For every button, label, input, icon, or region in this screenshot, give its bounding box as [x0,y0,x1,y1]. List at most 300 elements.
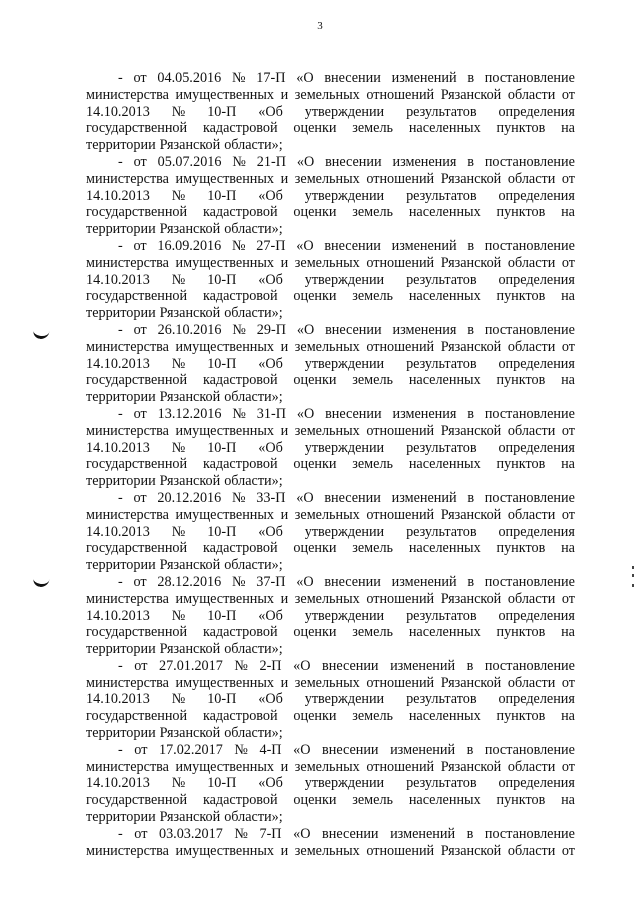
text-line [86,775,575,792]
word: постановление [484,657,575,674]
word: «Об [258,103,283,120]
word: 03.03.2017 [158,825,223,842]
word: на [561,372,575,389]
word: и [280,422,289,439]
word: области»; [224,389,283,406]
word: - [118,321,123,338]
word: имущественных [175,590,275,607]
word: государственной [86,624,188,641]
word: отношений [366,506,435,523]
word: постановление [484,573,575,590]
word: в [467,321,474,338]
word: 20.12.2016 [157,489,222,506]
list-item [86,490,575,574]
word: 29-П [256,321,286,338]
word: отношений [366,338,435,355]
word: - [118,489,123,506]
word: № [234,741,248,758]
word: утверждении [304,523,385,540]
word: земель [352,540,393,557]
word: от [561,674,575,691]
text-line [86,221,575,238]
word: населенных [408,288,481,305]
word: на [561,456,575,473]
list-item [86,154,575,238]
word: «О [293,825,311,842]
word: определения [498,187,575,204]
word: изменения [392,405,457,422]
word: государственной [86,372,188,389]
text-line [86,507,575,524]
word: 04.05.2016 [157,70,222,86]
word: от [561,842,575,859]
word: и [280,338,289,355]
word: от [133,237,147,254]
word: 10-П [207,187,237,204]
word: и [280,842,289,859]
word: министерства [86,590,169,607]
word: территории [86,221,156,238]
word: 14.10.2013 [86,439,150,456]
word: результатов [406,271,477,288]
text-line [86,540,575,557]
word: изменения [392,153,457,170]
word: и [280,674,289,691]
word: от [561,170,575,187]
word: кадастровой [202,456,278,473]
list-item [86,658,575,742]
word: области»; [224,473,283,490]
document-body [86,70,575,859]
word: № [232,405,246,422]
word: Рязанской [159,809,221,826]
word: кадастровой [202,120,278,137]
word: и [280,758,289,775]
word: на [561,204,575,221]
word: земельных [294,422,360,439]
word: области [507,170,556,187]
word: Рязанской [159,305,221,322]
text-line [86,154,575,171]
word: от [134,657,148,674]
word: населенных [408,792,481,809]
word: 21-П [256,153,286,170]
list-item [86,238,575,322]
word: № [171,607,186,624]
word: - [118,657,123,674]
word: «О [296,70,314,86]
word: Рязанской [440,506,502,523]
word: «Об [258,271,283,288]
word: 37-П [256,573,286,590]
word: оценки [293,708,337,725]
word: определения [498,103,575,120]
word: территории [86,557,156,574]
word: оценки [293,624,337,641]
word: изменений [391,237,457,254]
word: земельных [294,254,360,271]
word: области [507,254,556,271]
word: кадастровой [202,624,278,641]
word: области»; [224,305,283,322]
word: области [507,674,556,691]
word: отношений [366,422,435,439]
word: имущественных [175,338,275,355]
word: Рязанской [440,758,502,775]
word: министерства [86,842,169,859]
word: результатов [406,523,477,540]
word: 10-П [207,103,237,120]
word: определения [498,523,575,540]
word: области»; [224,557,283,574]
text-line [86,137,575,154]
word: населенных [408,120,481,137]
word: утверждении [304,187,385,204]
word: Рязанской [440,842,502,859]
word: земель [352,288,393,305]
word: населенных [408,708,481,725]
word: постановление [484,405,575,422]
word: от [561,254,575,271]
word: от [133,153,147,170]
word: утверждении [304,271,385,288]
list-item [86,742,575,826]
text-line [86,339,575,356]
word: земель [352,120,393,137]
word: области»; [224,641,283,658]
word: «Об [258,439,283,456]
word: в [467,489,475,506]
list-item [86,70,575,154]
word: кадастровой [202,204,278,221]
text-line [86,524,575,541]
word: внесении [325,321,382,338]
word: области»; [224,137,283,154]
word: № [231,237,246,254]
word: министерства [86,506,169,523]
word: на [561,540,575,557]
word: населенных [408,204,481,221]
word: министерства [86,170,169,187]
text-line [86,691,575,708]
word: 14.10.2013 [86,355,150,372]
word: «О [296,321,315,338]
word: Рязанской [159,389,221,406]
word: определения [498,775,575,792]
word: земельных [294,590,360,607]
word: государственной [86,204,188,221]
word: области»; [224,809,283,826]
word: № [171,355,186,372]
edge-dot [632,574,634,577]
word: имущественных [175,422,275,439]
word: «Об [258,775,283,792]
word: территории [86,809,156,826]
word: от [561,422,575,439]
word: 16.09.2016 [157,237,222,254]
word: результатов [406,607,477,624]
word: - [118,825,123,842]
word: «О [296,153,315,170]
word: кадастровой [202,708,278,725]
text-line [86,826,575,843]
word: утверждении [304,775,385,792]
word: от [561,86,575,103]
word: Рязанской [440,674,502,691]
word: на [561,288,575,305]
word: Рязанской [159,137,221,154]
word: Рязанской [440,254,502,271]
margin-mark [32,577,49,588]
word: от [561,506,575,523]
text-line [86,423,575,440]
word: внесении [322,825,379,842]
word: пунктов [496,120,546,137]
word: министерства [86,758,169,775]
word: утверждении [304,103,385,120]
word: «О [296,489,314,506]
word: министерства [86,254,169,271]
word: области [507,590,556,607]
word: внесении [324,70,381,86]
word: и [280,86,289,103]
word: земель [352,624,393,641]
word: 10-П [207,271,237,288]
word: 14.10.2013 [86,775,150,792]
word: 28.12.2016 [157,573,222,590]
word: земельных [294,86,360,103]
word: отношений [366,674,435,691]
word: области [507,338,556,355]
word: оценки [293,372,337,389]
word: пунктов [496,372,546,389]
word: № [171,691,186,708]
word: области [507,86,556,103]
word: № [171,103,186,120]
word: от [133,489,147,506]
list-item [86,322,575,406]
word: № [171,271,186,288]
word: № [234,657,248,674]
word: 17.02.2017 [158,741,223,758]
word: внесении [324,573,381,590]
text-line [86,120,575,137]
text-line [86,288,575,305]
word: 10-П [207,691,237,708]
word: внесении [322,657,379,674]
word: от [133,321,147,338]
word: имущественных [175,674,275,691]
word: оценки [293,204,337,221]
word: результатов [406,691,477,708]
word: области [507,506,556,523]
word: и [280,170,289,187]
word: кадастровой [202,288,278,305]
word: министерства [86,422,169,439]
word: внесении [324,237,381,254]
word: в [467,153,474,170]
word: государственной [86,708,188,725]
text-line [86,456,575,473]
word: земельных [294,338,360,355]
word: 17-П [256,70,286,86]
word: населенных [408,540,481,557]
word: постановление [484,153,575,170]
word: области»; [224,221,283,238]
word: имущественных [175,506,275,523]
word: - [118,741,123,758]
word: отношений [366,254,435,271]
word: результатов [406,103,477,120]
list-item [86,406,575,490]
word: имущественных [175,842,275,859]
word: утверждении [304,691,385,708]
word: области [507,758,556,775]
word: земельных [294,170,360,187]
word: постановление [484,825,575,842]
text-line [86,490,575,507]
text-line [86,473,575,490]
word: земельных [294,758,360,775]
word: - [118,237,123,254]
text-line [86,792,575,809]
word: пунктов [496,792,546,809]
word: пунктов [496,624,546,641]
word: пунктов [496,288,546,305]
word: области [507,842,556,859]
word: Рязанской [440,590,502,607]
word: территории [86,305,156,322]
word: «Об [258,691,283,708]
word: 14.10.2013 [86,607,150,624]
word: кадастровой [202,372,278,389]
word: 14.10.2013 [86,187,150,204]
word: определения [498,607,575,624]
word: земель [352,372,393,389]
word: отношений [366,842,435,859]
word: Рязанской [440,170,502,187]
word: территории [86,473,156,490]
word: 10-П [207,523,237,540]
word: изменений [391,489,457,506]
text-line [86,725,575,742]
list-item [86,574,575,658]
word: в [467,237,475,254]
word: Рязанской [440,86,502,103]
word: внесении [322,741,379,758]
text-line [86,171,575,188]
word: отношений [366,170,435,187]
word: № [171,187,186,204]
word: 10-П [207,775,237,792]
word: пунктов [496,204,546,221]
word: Рязанской [159,641,221,658]
word: 2-П [259,657,282,674]
word: «Об [258,607,283,624]
word: утверждении [304,439,385,456]
word: от [133,573,147,590]
word: министерства [86,674,169,691]
text-line [86,591,575,608]
word: 05.07.2016 [157,153,222,170]
word: 14.10.2013 [86,691,150,708]
text-line [86,759,575,776]
word: внесении [325,405,382,422]
word: области»; [224,725,283,742]
word: 10-П [207,607,237,624]
text-line [86,188,575,205]
word: земельных [294,674,360,691]
word: в [467,405,474,422]
word: и [280,254,289,271]
margin-mark [32,329,49,340]
text-line [86,557,575,574]
text-line [86,608,575,625]
word: оценки [293,456,337,473]
word: отношений [366,590,435,607]
word: 14.10.2013 [86,271,150,288]
word: Рязанской [159,725,221,742]
word: постановление [484,741,575,758]
word: № [231,573,246,590]
text-line [86,675,575,692]
word: № [231,489,246,506]
text-line [86,255,575,272]
edge-dot [632,584,634,587]
word: от [133,70,147,86]
word: внесении [324,489,381,506]
word: изменений [390,825,456,842]
word: 33-П [256,489,286,506]
text-line [86,389,575,406]
text-line [86,70,575,87]
word: 27.01.2017 [158,657,223,674]
word: изменения [392,321,457,338]
word: - [118,70,123,86]
word: определения [498,271,575,288]
word: населенных [408,372,481,389]
word: в [467,70,475,86]
word: пунктов [496,456,546,473]
word: результатов [406,775,477,792]
text-line [86,372,575,389]
word: земель [352,204,393,221]
list-item [86,826,575,860]
word: оценки [293,120,337,137]
word: 14.10.2013 [86,103,150,120]
text-line [86,708,575,725]
word: и [280,590,289,607]
word: изменений [391,573,457,590]
text-line [86,641,575,658]
word: населенных [408,456,481,473]
word: изменений [390,657,456,674]
word: Рязанской [159,221,221,238]
word: от [134,741,148,758]
word: министерства [86,86,169,103]
text-line [86,322,575,339]
word: земельных [294,842,360,859]
word: 10-П [207,355,237,372]
word: на [561,708,575,725]
word: от [133,405,147,422]
word: оценки [293,540,337,557]
word: - [118,573,123,590]
word: пунктов [496,540,546,557]
word: определения [498,691,575,708]
word: на [561,120,575,137]
text-line [86,440,575,457]
